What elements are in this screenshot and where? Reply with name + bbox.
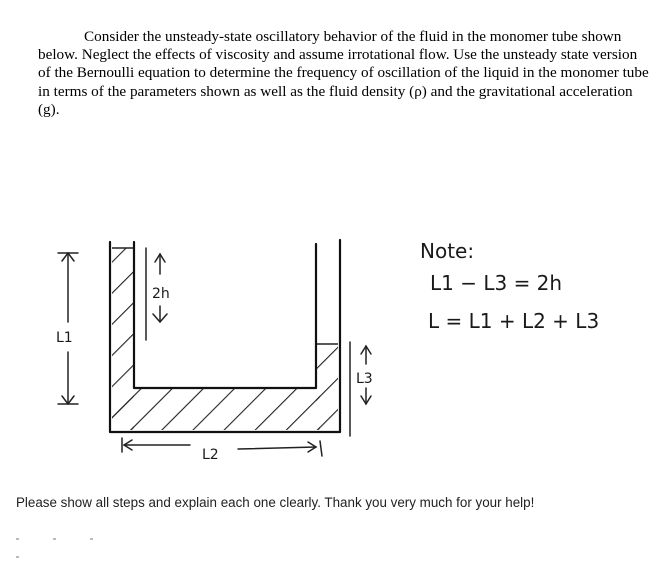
note-title: Note:	[420, 239, 475, 263]
problem-text: Consider the unsteady-state oscillatory behavior of the fluid in the monomer tube shown below. Neglect the effects of viscosity and assume irrotational flow. Use the unsteady state version of the Bernoulli equation to determine the frequency of oscillation of the liquid in the monomer tube in terms of the parameters shown as well as the fluid density (ρ) and the gravitational acceleration (g).	[38, 28, 649, 118]
label-l3: L3	[356, 371, 373, 387]
note-equation-1: L1 − L3 = 2h	[430, 271, 563, 295]
l1-dimension	[58, 253, 78, 404]
label-2h: 2h	[152, 286, 170, 302]
l3-dimension	[350, 342, 371, 436]
cut-off-line	[16, 527, 156, 531]
label-l2: L2	[202, 447, 219, 463]
l2-dimension	[122, 438, 322, 456]
help-request: Please show all steps and explain each one clearly. Thank you very much for your help!	[16, 495, 535, 510]
note-equation-2: L = L1 + L2 + L3	[428, 309, 600, 333]
label-l1: L1	[56, 330, 73, 346]
